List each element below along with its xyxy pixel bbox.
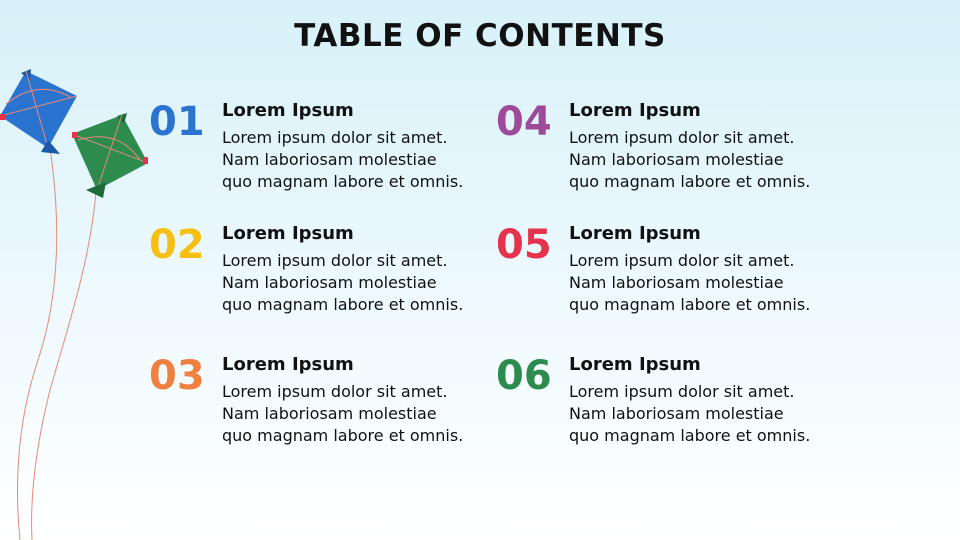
- toc-description: [222, 250, 463, 316]
- toc-description-line: Lorem ipsum dolor sit amet.: [222, 128, 448, 147]
- toc-number: 02: [149, 222, 205, 268]
- toc-description-line: quo magnam labore et omnis.: [569, 295, 811, 314]
- toc-description-line: Nam laboriosam molestiae: [222, 150, 437, 169]
- toc-number: 06: [496, 353, 552, 399]
- toc-description-line: Nam laboriosam molestiae: [569, 404, 784, 423]
- toc-heading: Lorem Ipsum: [222, 223, 354, 244]
- toc-description-line: Lorem ipsum dolor sit amet.: [569, 382, 795, 401]
- toc-description: [222, 381, 463, 447]
- toc-description: [569, 127, 810, 193]
- toc-item-02: [149, 223, 489, 333]
- toc-heading: Lorem Ipsum: [569, 354, 701, 375]
- toc-description-line: quo magnam labore et omnis.: [569, 426, 811, 445]
- toc-number: 03: [149, 353, 205, 399]
- toc-description-line: quo magnam labore et omnis.: [222, 426, 464, 445]
- toc-number: 04: [496, 99, 552, 145]
- toc-description-line: Nam laboriosam molestiae: [222, 273, 437, 292]
- toc-description-line: quo magnam labore et omnis.: [569, 172, 811, 191]
- toc-description-line: quo magnam labore et omnis.: [222, 295, 464, 314]
- toc-item-04: [496, 100, 836, 210]
- toc-description: [222, 127, 463, 193]
- toc-item-06: [496, 354, 836, 464]
- toc-description: [569, 250, 810, 316]
- toc-heading: Lorem Ipsum: [569, 100, 701, 121]
- blue-kite-string: [17, 148, 56, 540]
- toc-description-line: Nam laboriosam molestiae: [569, 150, 784, 169]
- toc-description-line: quo magnam labore et omnis.: [222, 172, 464, 191]
- toc-heading: Lorem Ipsum: [569, 223, 701, 244]
- toc-description-line: Lorem ipsum dolor sit amet.: [222, 382, 448, 401]
- toc-description-line: Lorem ipsum dolor sit amet.: [569, 251, 795, 270]
- toc-heading: Lorem Ipsum: [222, 100, 354, 121]
- toc-number: 01: [149, 99, 205, 145]
- toc-item-03: [149, 354, 489, 464]
- kites-decoration: [0, 0, 160, 540]
- page-title: TABLE OF CONTENTS: [294, 18, 666, 54]
- green-kite-icon: [72, 113, 148, 198]
- toc-number: 05: [496, 222, 552, 268]
- toc-description: [569, 381, 810, 447]
- toc-description-line: Nam laboriosam molestiae: [569, 273, 784, 292]
- toc-description-line: Lorem ipsum dolor sit amet.: [569, 128, 795, 147]
- toc-heading: Lorem Ipsum: [222, 354, 354, 375]
- green-kite-string: [32, 192, 96, 540]
- toc-item-01: [149, 100, 489, 210]
- toc-item-05: [496, 223, 836, 333]
- toc-description-line: Nam laboriosam molestiae: [222, 404, 437, 423]
- toc-description-line: Lorem ipsum dolor sit amet.: [222, 251, 448, 270]
- blue-kite-icon: [0, 69, 77, 154]
- blue-kite-body: [0, 71, 77, 148]
